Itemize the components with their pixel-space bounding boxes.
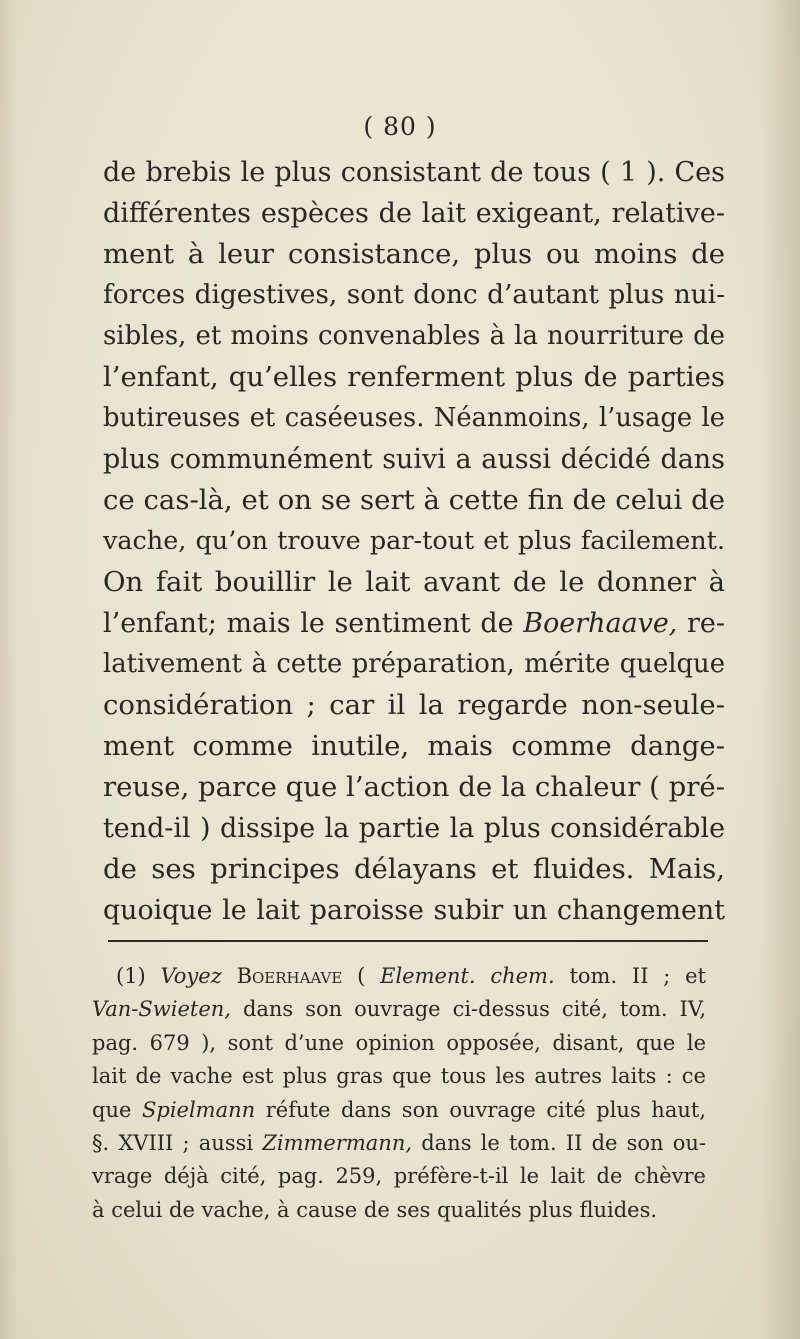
- text-line: On fait bouillir le lait avant de le donner à: [103, 566, 725, 598]
- text-line: différentes espèces de lait exigeant, relative-: [103, 198, 725, 229]
- text-line: ment à leur consistance, plus ou moins de: [103, 238, 725, 270]
- footnote-line: §. XVIII ; aussi Zimmermann, dans le tom. II de son ou-: [92, 1130, 706, 1155]
- italic-name: Boerhaave,: [523, 608, 678, 639]
- text-line: reuse, parce que l’action de la chaleur ( pré-: [103, 771, 725, 803]
- text-line: tend-il ) dissipe la partie la plus considérable: [103, 813, 725, 844]
- main-text: [103, 152, 725, 931]
- text-line: l’enfant; mais le sentiment de Boerhaave, re-: [103, 608, 725, 639]
- text-line: ce cas-là, et on se sert à cette fin de celui de: [103, 484, 725, 516]
- text-line: considération ; car il la regarde non-seule-: [103, 689, 725, 721]
- text-line: quoique le lait paroisse subir un changement: [103, 895, 725, 926]
- text-line: sibles, et moins convenables à la nourriture de: [103, 321, 725, 351]
- text-line: de brebis le plus consistant de tous ( 1 ). Ces: [103, 157, 725, 188]
- text-line: ment comme inutile, mais comme dange-: [103, 730, 725, 762]
- footnote-line: que Spielmann réfute dans son ouvrage cité plus haut,: [92, 1097, 706, 1122]
- page-number: ( 80 ): [363, 112, 437, 141]
- text-line: lativement à cette préparation, mérite quelque: [103, 649, 725, 679]
- footnote-line: vrage déjà cité, pag. 259, préfère-t-il le lait de chèvre: [92, 1164, 706, 1189]
- footnote-line: (1) Voyez Boerhaave ( Element. chem. tom. II ; et: [116, 964, 706, 988]
- footnotes: [92, 960, 706, 1227]
- footnote-separator: [108, 940, 708, 942]
- text-line: vache, qu’on trouve par-tout et plus facilement.: [103, 526, 725, 556]
- footnote-line: lait de vache est plus gras que tous les autres laits : ce: [92, 1064, 706, 1089]
- text-line: l’enfant, qu’elles renferment plus de parties: [103, 361, 725, 393]
- text-line: plus communément suivi a aussi décidé dans: [103, 444, 725, 475]
- footnote-line: pag. 679 ), sont d’une opinion opposée, disant, que le: [92, 1030, 706, 1055]
- text-line: forces digestives, sont donc d’autant plus nui-: [103, 280, 725, 310]
- page-edge-shadow: [760, 0, 800, 1339]
- page-gutter-shadow: [0, 0, 18, 1339]
- footnote-line: à celui de vache, à cause de ses qualités plus fluides.: [92, 1197, 658, 1222]
- footnote-line: Van-Swieten, dans son ouvrage ci-dessus cité, tom. IV,: [92, 997, 706, 1022]
- text-line: butireuses et caséeuses. Néanmoins, l’usage le: [103, 403, 725, 433]
- text-line: de ses principes délayans et fluides. Mais,: [103, 853, 725, 885]
